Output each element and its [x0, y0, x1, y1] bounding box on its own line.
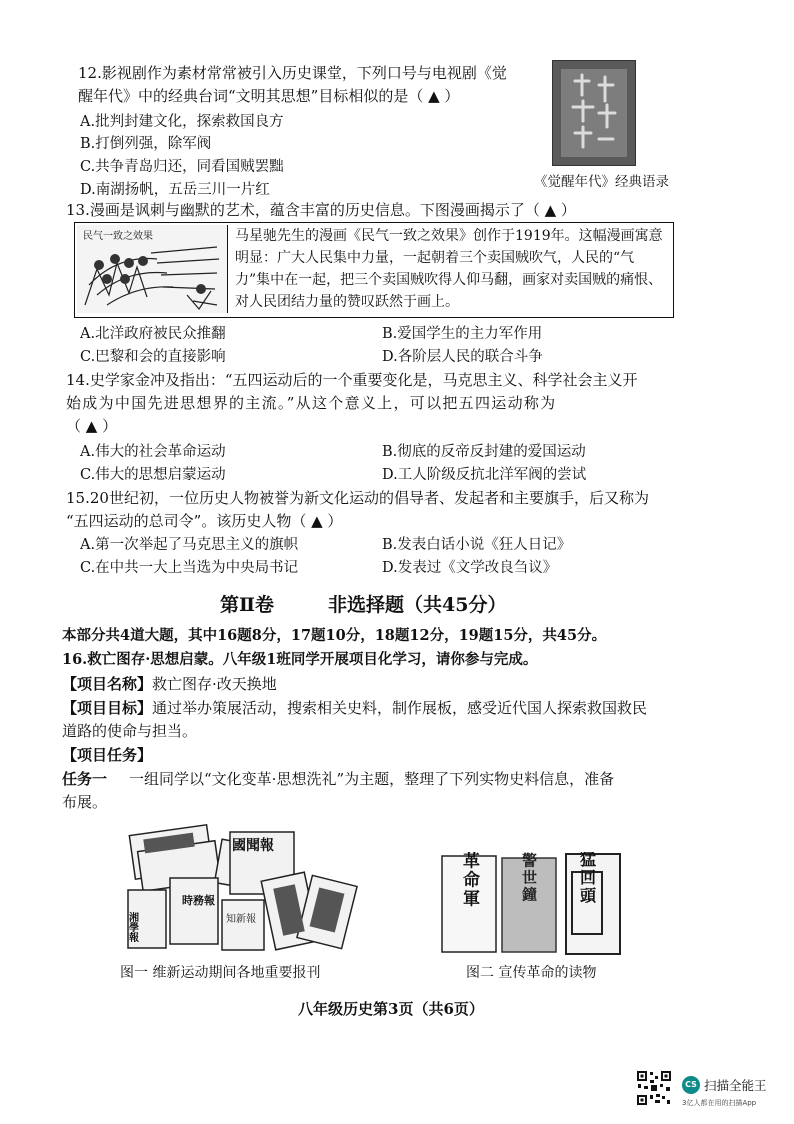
q15-option-d: D.发表过《文学改良刍议》 — [382, 560, 558, 576]
q13-option-c: C.巴黎和会的直接影响 — [80, 349, 226, 365]
q16-goal-row — [62, 697, 647, 719]
part2-title-right: 非选择题（共45分） — [328, 594, 507, 616]
q12-image-caption: 《觉醒年代》经典语录 — [534, 174, 669, 190]
q16-name-row — [62, 673, 277, 695]
q16-stem: 16.救亡图存·思想启蒙。八年级1班同学开展项目化学习，请你参与完成。 — [62, 651, 538, 668]
q16-task1-label: 任务一 — [62, 770, 108, 788]
q14-stem-line3: （ ▲ ） — [66, 417, 118, 435]
q14-stem-line2: 始成为中国先进思想界的主流。”从这个意义上，可以把五四运动称为 — [66, 394, 557, 412]
q16-task-label: 【项目任务】 — [62, 746, 153, 764]
q16-figure1-image — [118, 820, 364, 954]
q13-option-b: B.爱国学生的主力军作用 — [382, 326, 543, 342]
q12-option-a: A.批判封建文化，探索救国良方 — [80, 114, 284, 130]
scanner-brand: 扫描全能王 — [704, 1078, 767, 1093]
q14-option-a: A.伟大的社会革命运动 — [80, 444, 226, 460]
q13-stem: 13.漫画是讽刺与幽默的艺术，蕴含丰富的历史信息。下图漫画揭示了（ ▲ ） — [66, 201, 576, 219]
q14-stem-line1: 14.史学家金冲及指出：“五四运动后的一个重要变化是，马克思主义、科学社会主义开 — [66, 371, 638, 389]
q16-task1-row — [62, 768, 614, 790]
q16-fig2-label-0: 革命軍 — [459, 852, 479, 909]
q13-option-a: A.北洋政府被民众推翻 — [80, 326, 226, 342]
q12-stem-line2: 醒年代》中的经典台词“文明其思想”目标相似的是（ ▲ ） — [78, 87, 460, 105]
q16-figure2-image — [440, 852, 622, 956]
q12-option-d: D.南湖扬帆，五岳三川一片红 — [80, 182, 270, 198]
qr-code — [636, 1070, 672, 1106]
q13-cartoon-title: 民气一致之效果 — [83, 231, 153, 242]
q16-fig1-caption: 图一 维新运动期间各地重要报刊 — [120, 965, 321, 981]
part2-intro: 本部分共4道大题，其中16题8分，17题10分，18题12分，19题15分，共45分。 — [62, 627, 607, 644]
q16-fig1-label-1: 湘學報 — [126, 912, 138, 942]
q15-stem-line1: 15.20世纪初，一位历史人物被誉为新文化运动的倡导者、发起者和主要旗手，后又称为 — [66, 489, 649, 507]
q15-option-a: A.第一次举起了马克思主义的旗帜 — [80, 537, 299, 553]
q13-option-d: D.各阶层人民的联合斗争 — [382, 349, 543, 365]
q16-fig1-label-2: 時務報 — [182, 894, 215, 907]
q16-goal-value-line2: 道路的使命与担当。 — [62, 722, 198, 740]
q16-task1-line1: 一组同学以“文化变革·思想洗礼”为主题，整理了下列实物史料信息，准备 — [129, 770, 615, 788]
q16-task1-line2: 布展。 — [62, 793, 108, 811]
part2-title-left: 第Ⅱ卷 — [220, 594, 275, 616]
q15-option-c: C.在中共一大上当选为中央局书记 — [80, 560, 299, 576]
scanner-logo-icon: CS — [682, 1076, 700, 1094]
q12-option-c: C.共争青岛归还，同看国贼罢黜 — [80, 159, 284, 175]
q12-stem-line1: 12.影视剧作为素材常常被引入历史课堂，下列口号与电视剧《觉 — [78, 64, 507, 82]
scanner-tagline: 3亿人都在用的扫描App — [682, 1099, 757, 1107]
q16-name-label: 【项目名称】 — [62, 675, 153, 693]
q14-option-c: C.伟大的思想启蒙运动 — [80, 467, 226, 483]
q16-goal-value-line1: 通过举办策展活动，搜索相关史料，制作展板，感受近代国人探索救国救民 — [152, 699, 648, 717]
q16-fig2-label-2: 猛回頭 — [577, 852, 597, 905]
q16-fig2-label-1: 警世鐘 — [520, 852, 538, 904]
page-footer: 八年级历史第3页（共6页） — [298, 1000, 484, 1018]
q16-fig1-label-3: 知新報 — [226, 914, 256, 925]
q15-stem-line2: “五四运动的总司令”。该历史人物（ ▲ ） — [66, 512, 343, 530]
q16-name-value: 救亡图存·改天换地 — [152, 675, 277, 693]
q13-passage: 马星驰先生的漫画《民气一致之效果》创作于1919年。这幅漫画寓意明显：广大人民集中力量，一起朝着三个卖国贼吹气，人民的“气力”集中在一起，把三个卖国贼吹得人仰马翻，画家对卖国贼的痛恨、对人民团结力量的赞叹跃然于画上。 — [235, 228, 663, 310]
q15-option-b: B.发表白话小说《狂人日记》 — [382, 537, 572, 553]
q13-cartoon-box — [74, 222, 674, 318]
q12-quote-photo — [552, 60, 636, 166]
q12-option-b: B.打倒列强，除军阀 — [80, 136, 212, 152]
q13-cartoon-image — [77, 225, 228, 313]
q14-option-b: B.彻底的反帝反封建的爱国运动 — [382, 444, 586, 460]
q14-option-d: D.工人阶级反抗北洋军阀的尝试 — [382, 467, 587, 483]
q16-fig1-label-0: 國聞報 — [232, 838, 274, 854]
q16-fig2-caption: 图二 宣传革命的读物 — [466, 965, 597, 981]
q16-goal-label: 【项目目标】 — [62, 699, 153, 717]
